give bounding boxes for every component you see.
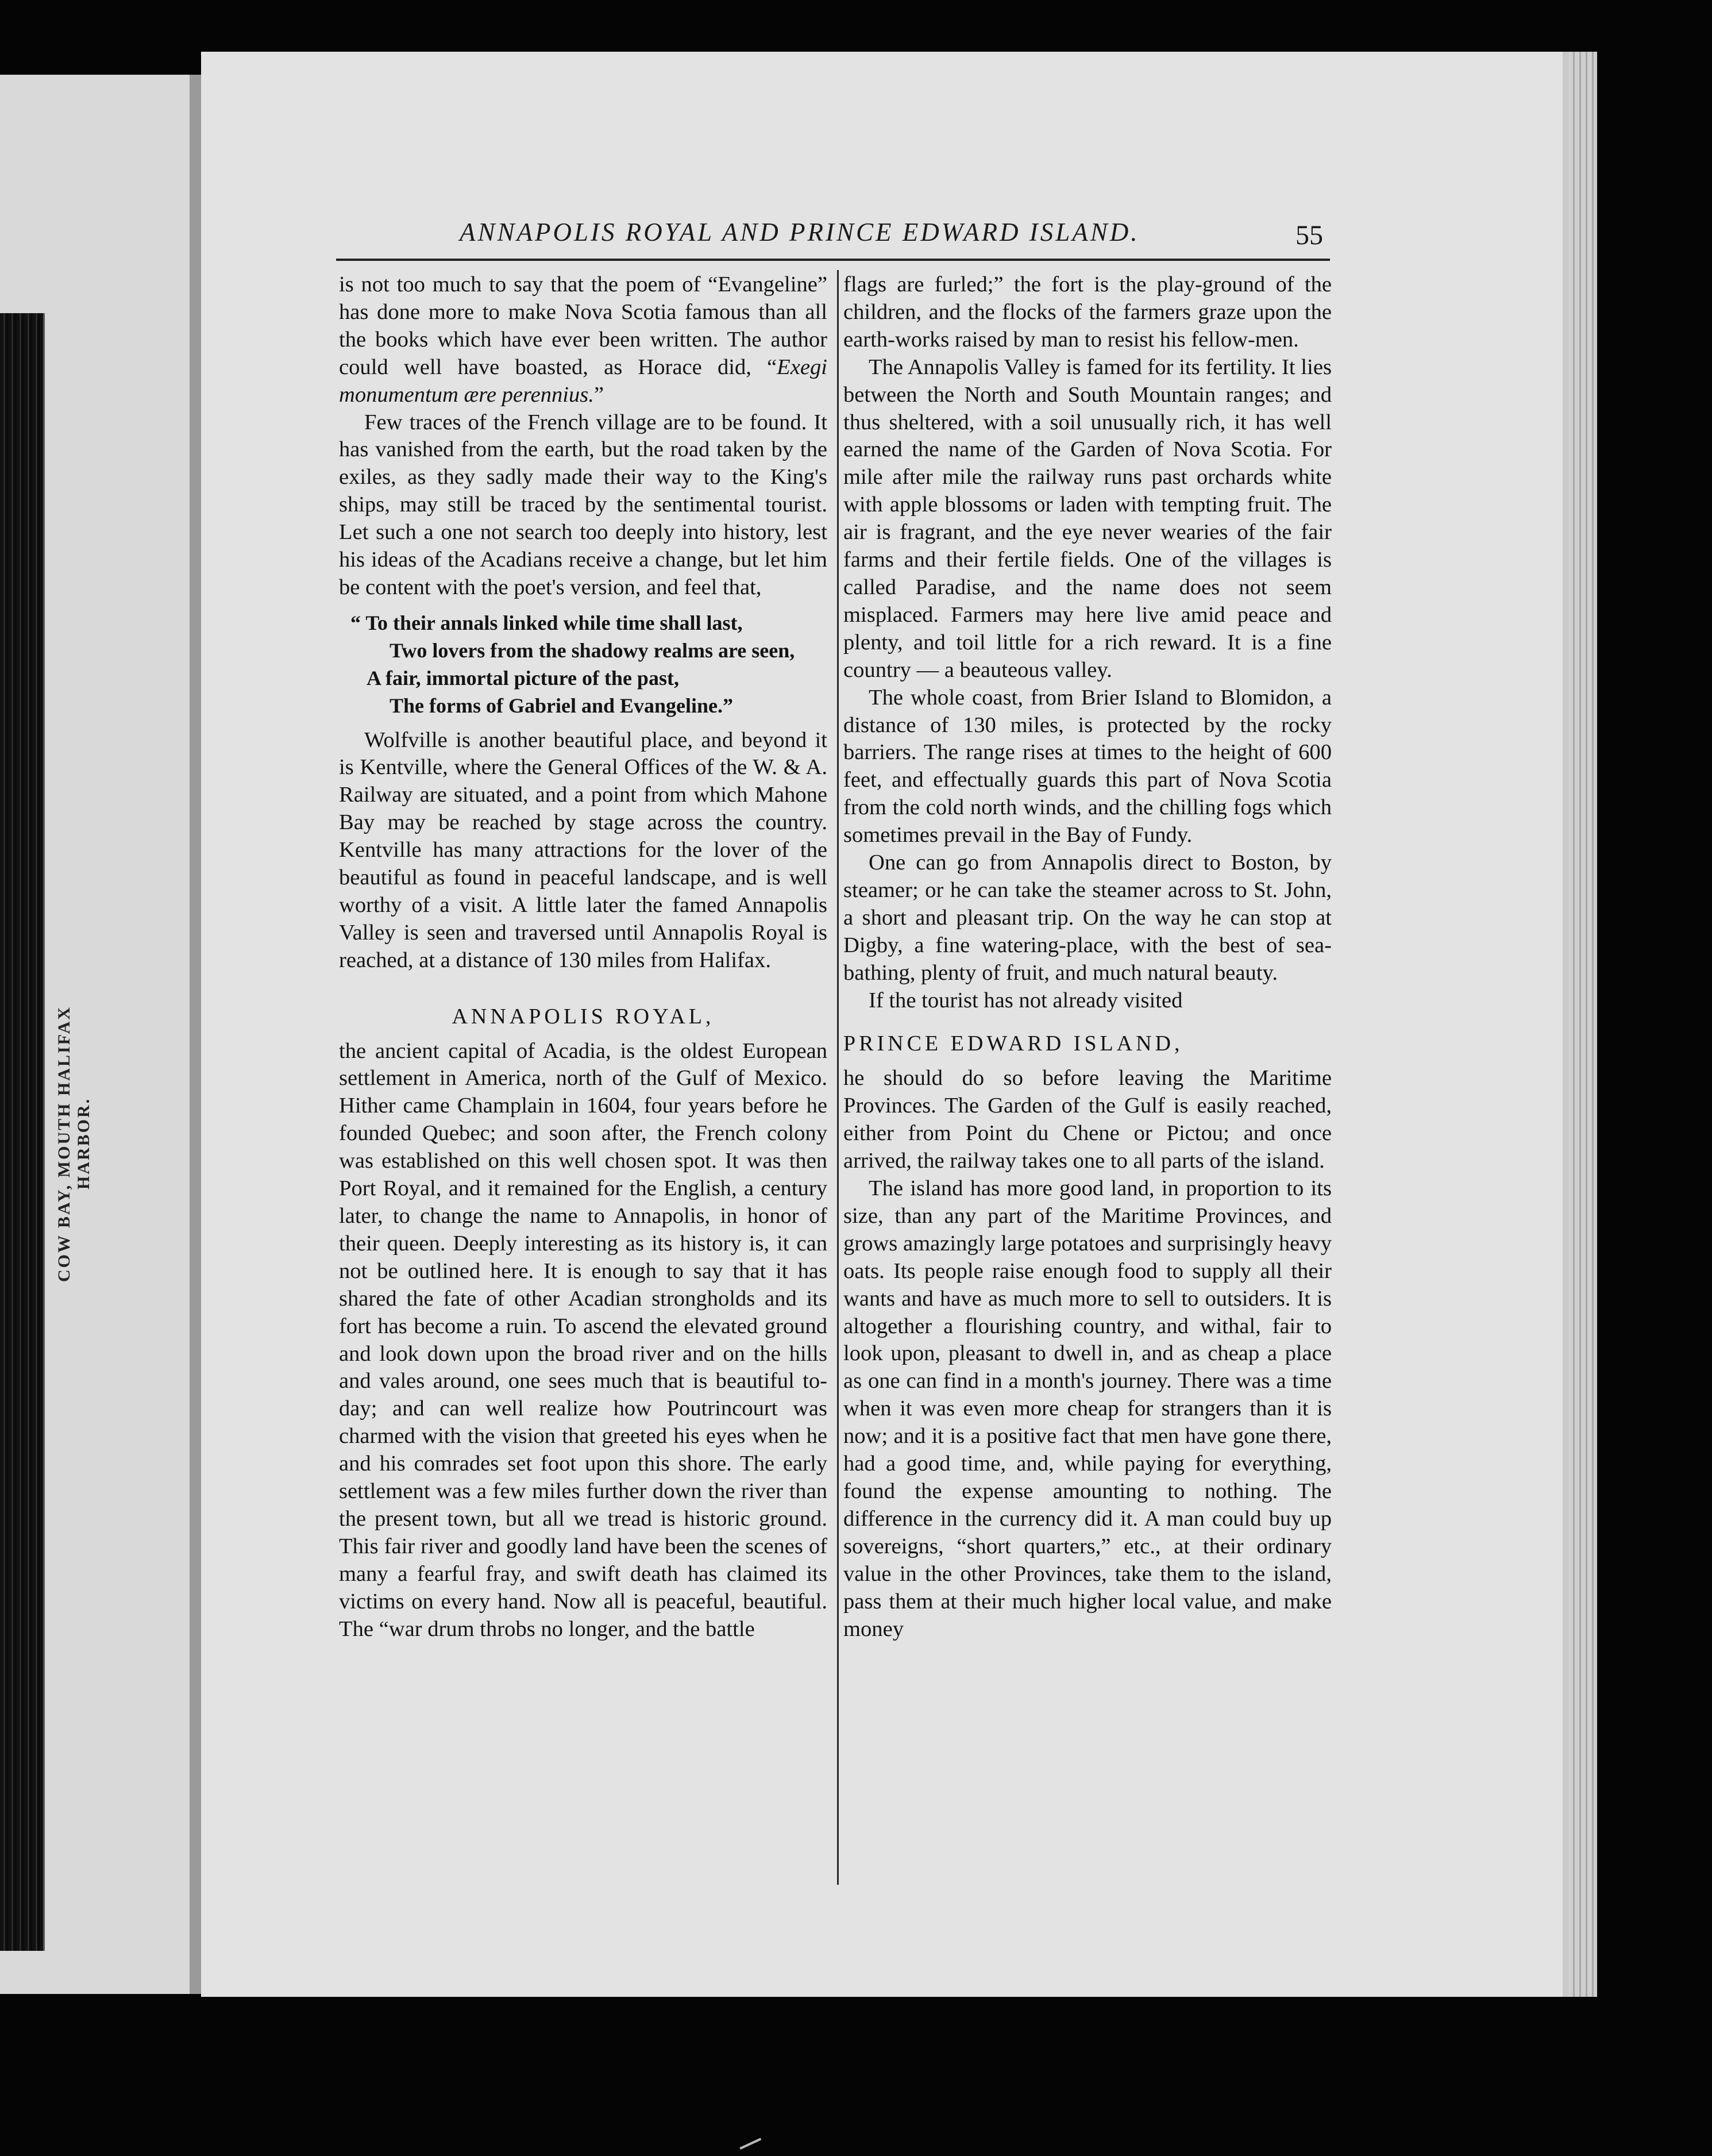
paragraph: One can go from Annapolis direct to Boston, by steamer; or he can take the steamer across to St. John, a short and pleasant trip. On the way he can stop at Digby, a fine watering-place, with the best of sea-bathing, plenty of fruit, and much natural beauty. xyxy=(843,850,1332,985)
paragraph: The island has more good land, in proportion to its size, than any part of the Maritime Provinces, and grows amazingly large potatoes and surprisingly heavy oats. Its people raise enough food to supply all their wants and have as much more to sell to outsiders. It is altogether a flourishing country, and withal, fair to look upon, pleasant to dwell in, and as cheap a place as one can find in a month's journey. There was a time when it was even more cheap for strangers than it is now; and it is a positive fact that men have gone there, had a good time, and, while paying for everything, found the expense amounting to nothing. The difference in the currency did it. A man could buy up sovereigns, “short quarters,” etc., at their ordinary value in the other Provinces, take them to the island, pass them at their much higher local value, and make money xyxy=(843,1176,1332,1641)
paragraph: The Annapolis Valley is famed for its fertility. It lies between the North and South Mountain ranges; and thus sheltered, with a soil unusually rich, it has well earned the name of the Garden of Nova Scotia. For mile after mile the railway runs past orchards white with apple blossoms or laden with tempting fruit. The air is fragrant, and the eye never wearies of the fair farms and their fertile fields. One of the villages is called Paradise, and the name does not seem misplaced. Farmers may here live amid peace and plenty, and toil little for a rich reward. It is a fine country — a beauteous valley. xyxy=(843,355,1332,682)
facing-page xyxy=(0,75,190,1994)
column-divider xyxy=(837,270,839,1885)
verse-line: A fair, immortal picture of the past, xyxy=(367,666,679,690)
paragraph: he should do so before leaving the Maritime Provinces. The Garden of the Gulf is easily reached, either from Point du Chene or Pictou; and once arrived, the railway takes one to all parts of the island. xyxy=(843,1066,1332,1173)
running-title: ANNAPOLIS ROYAL AND PRINCE EDWARD ISLAND. xyxy=(460,218,1140,247)
latin-quote: Exegi monumentum ære perennius. xyxy=(339,355,827,407)
page-number: 55 xyxy=(1295,220,1323,251)
paragraph: Wolfville is another beautiful place, and beyond it is Kentville, where the General Offices of the W. & A. Railway are situated, and a point from which Mahone Bay may be reached by stage across the country. Kentville has many attractions for the lover of the beautiful as found in peaceful landscape, and is well worthy of a visit. A little later the famed Annapolis Valley is seen and traversed until Annapolis Royal is reached, at a distance of 130 miles from Halifax. xyxy=(339,727,827,972)
verse-quote xyxy=(339,610,827,720)
right-column xyxy=(843,271,1332,1643)
section-heading-annapolis-royal: ANNAPOLIS ROYAL, xyxy=(452,1004,715,1029)
paragraph: The whole coast, from Brier Island to Blomidon, a distance of 130 miles, is protected by the rocky barriers. The range rises at times to the height of 600 feet, and effectually guards this part of Nova Scotia from the cold north winds, and the chilling fogs which sometimes prevail in the Bay of Fundy. xyxy=(843,685,1332,848)
paragraph: Few traces of the French village are to be found. It has vanished from the earth, but the road taken by the exiles, as they sadly made their way to the King's ships, may still be traced by the sentimental tourist. Let such a one not search too deeply into history, lest his ideas of the Acadians receive a change, but let him be content with the poet's version, and feel that, xyxy=(339,410,827,599)
section-heading-prince-edward-island: PRINCE EDWARD ISLAND, xyxy=(843,1031,1183,1056)
left-column xyxy=(339,271,827,1643)
paragraph: is not too much to say that the poem of “Evangeline” has done more to make Nova Scotia famous than all the books which have ever been written. The author could well have boasted, as Horace did, “Exegi monumentum ære perennius.” xyxy=(339,272,827,407)
paragraph: If the tourist has not already visited xyxy=(869,988,1183,1012)
header-rule xyxy=(336,259,1330,261)
paragraph: the ancient capital of Acadia, is the oldest European settlement in America, north of the Gulf of Mexico. Hither came Champlain in 1604, four years before he founded Quebec; and soon after, the French colony was established on this well chosen spot. It was then Port Royal, and it remained for the English, a century later, to change the name to Annapolis, in honor of their queen. Deeply interesting as its history is, it can not be outlined here. It is enough to say that it has shared the fate of other Acadian strongholds and its fort has become a ruin. To ascend the elevated ground and look down upon the broad river and on the hills and vales around, one sees much that is beautiful to-day; and can well realize how Poutrincourt was charmed with the vision that greeted his eyes when he and his comrades set foot upon this shore. The early settlement was a few miles further down the river than the present town, but all we tread is historic ground. This fair river and goodly land have been the scenes of many a fearful fray, and swift death has claimed its victims on every hand. Now all is peaceful, beautiful. The “war drum throbs no longer, and the battle xyxy=(339,1038,827,1641)
page-edge xyxy=(1568,52,1597,1997)
scan-speck xyxy=(732,2122,762,2150)
verse-line: The forms of Gabriel and Evangeline.” xyxy=(390,694,734,717)
facing-page-illustration xyxy=(0,313,45,1951)
paragraph: flags are furled;” the fort is the play-ground of the children, and the flocks of the farmers graze upon the earth-works raised by man to resist his fellow-men. xyxy=(843,272,1332,352)
book-gutter xyxy=(190,75,201,1994)
verse-line: “ To their annals linked while time shall last, xyxy=(350,611,743,634)
illustration-caption: COW BAY, MOUTH HALIFAX HARBOR. xyxy=(55,1005,93,1282)
verse-line: Two lovers from the shadowy realms are seen, xyxy=(390,638,795,662)
